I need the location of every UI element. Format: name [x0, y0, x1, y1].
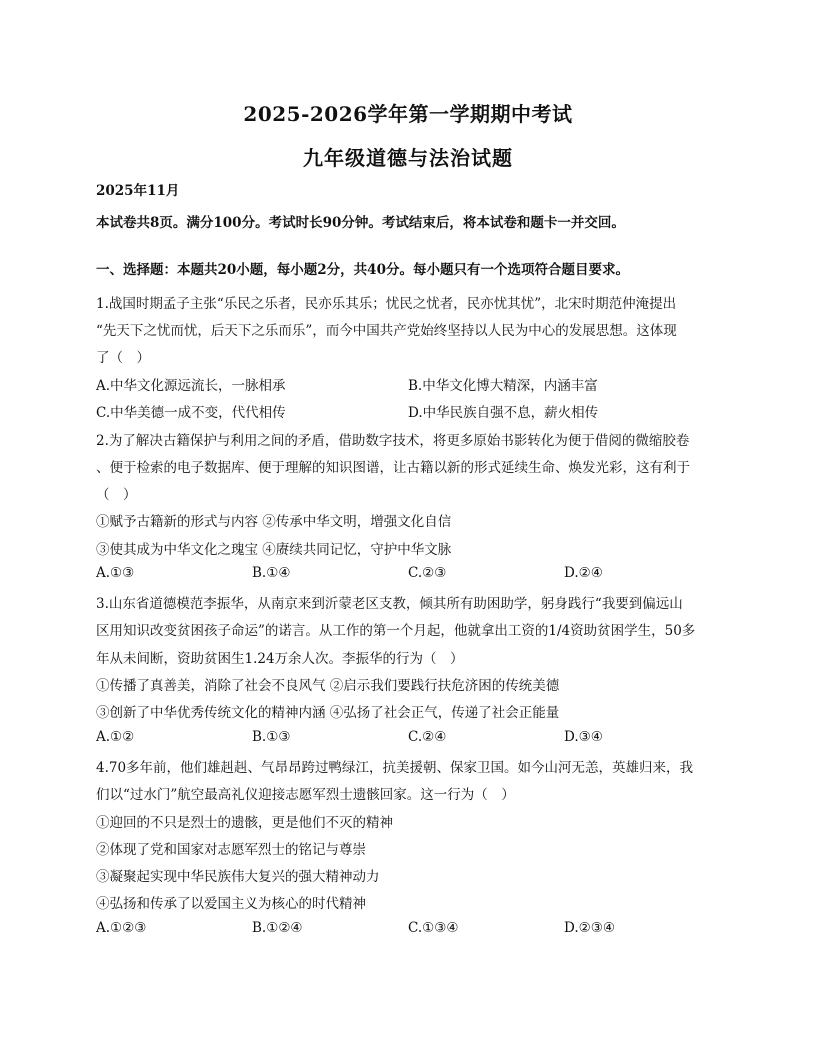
question-3-line: 3.山东省道德模范李振华，从南京来到沂蒙老区支教，倾其所有助困助学，躬身践行“我要到偏远山 [96, 596, 683, 612]
exam-date: 2025年11月 [96, 183, 180, 199]
question-1-option-b: B.中华文化博大精深，内涵丰富 [408, 378, 598, 394]
question-2-statement: ①赋予古籍新的形式与内容 ②传承中华文明，增强文化自信 [96, 514, 452, 530]
question-2-option-a: A.①③ [96, 565, 135, 581]
question-1-line: “先天下之忧而忧，后天下之乐而乐”，而今中国共产党始终坚持以人民为中心的发展思想。这体现 [96, 323, 677, 339]
question-2-option-b: B.①④ [252, 565, 291, 581]
question-2-line: 2.为了解决古籍保护与利用之间的矛盾，借助数字技术，将更多原始书影转化为便于借阅的微缩胶卷 [96, 433, 690, 449]
question-2-statement: ③使其成为中华文化之瑰宝 ④赓续共同记忆，守护中华文脉 [96, 542, 452, 558]
question-3-statement: ①传播了真善美，消除了社会不良风气 ②启示我们要践行扶危济困的传统美德 [96, 678, 560, 694]
question-1-line: 1.战国时期孟子主张“乐民之乐者，民亦乐其乐；忧民之忧者，民亦忧其忧”，北宋时期范仲淹提出 [96, 296, 677, 312]
question-3-option-c: C.②④ [408, 729, 447, 745]
question-1-option-d: D.中华民族自强不息，薪火相传 [408, 405, 599, 421]
question-2-line: 、便于检索的电子数据库、便于理解的知识图谱，让古籍以新的形式延续生命、焕发光彩，这有利于 [96, 460, 690, 476]
question-4-statement: ④弘扬和传承了以爱国主义为核心的时代精神 [96, 896, 366, 912]
question-3-line: 年从未间断，资助贫困生1.24万余人次。李振华的行为（ ） [96, 651, 464, 667]
exam-title: 2025-2026学年第一学期期中考试 [243, 102, 573, 126]
question-4-option-b: B.①②④ [252, 920, 303, 936]
question-3-statement: ③创新了中华优秀传统文化的精神内涵 ④弘扬了社会正气，传递了社会正能量 [96, 705, 560, 721]
question-3-line: 区用知识改变贫困孩子命运”的诺言。从工作的第一个月起，他就拿出工资的1/4资助贫困学生，50多 [96, 623, 696, 639]
question-1-line: 了（ ） [96, 350, 150, 366]
exam-instructions: 本试卷共8页。满分100分。考试时长90分钟。考试结束后，将本试卷和题卡一并交回。 [96, 215, 625, 231]
question-3-option-d: D.③④ [564, 729, 603, 745]
question-2-line: （ ） [96, 487, 137, 503]
question-1-option-a: A.中华文化源远流长，一脉相承 [96, 378, 286, 394]
question-4-line: 们以“过水门”航空最高礼仪迎接志愿军烈士遗骸回家。这一行为（ ） [96, 787, 515, 803]
question-2-option-c: C.②③ [408, 565, 447, 581]
section-heading: 一、选择题：本题共20小题，每小题2分，共40分。每小题只有一个选项符合题目要求。 [96, 262, 629, 278]
exam-subtitle: 九年级道德与法治试题 [303, 146, 513, 170]
question-4-option-a: A.①②③ [96, 920, 147, 936]
question-4-statement: ②体现了党和国家对志愿军烈士的铭记与尊崇 [96, 842, 366, 858]
question-4-option-c: C.①③④ [408, 920, 459, 936]
question-4-statement: ③凝聚起实现中华民族伟大复兴的强大精神动力 [96, 869, 380, 885]
question-3-option-a: A.①② [96, 729, 135, 745]
question-1-option-c: C.中华美德一成不变，代代相传 [96, 405, 286, 421]
question-4-statement: ①迎回的不只是烈士的遗骸，更是他们不灭的精神 [96, 815, 393, 831]
question-2-option-d: D.②④ [564, 565, 603, 581]
question-3-option-b: B.①③ [252, 729, 291, 745]
question-4-line: 4.70多年前，他们雄赳赳、气昂昂跨过鸭绿江，抗美援朝、保家卫国。如今山河无恙，英雄归来，我 [96, 760, 694, 776]
question-4-option-d: D.②③④ [564, 920, 615, 936]
